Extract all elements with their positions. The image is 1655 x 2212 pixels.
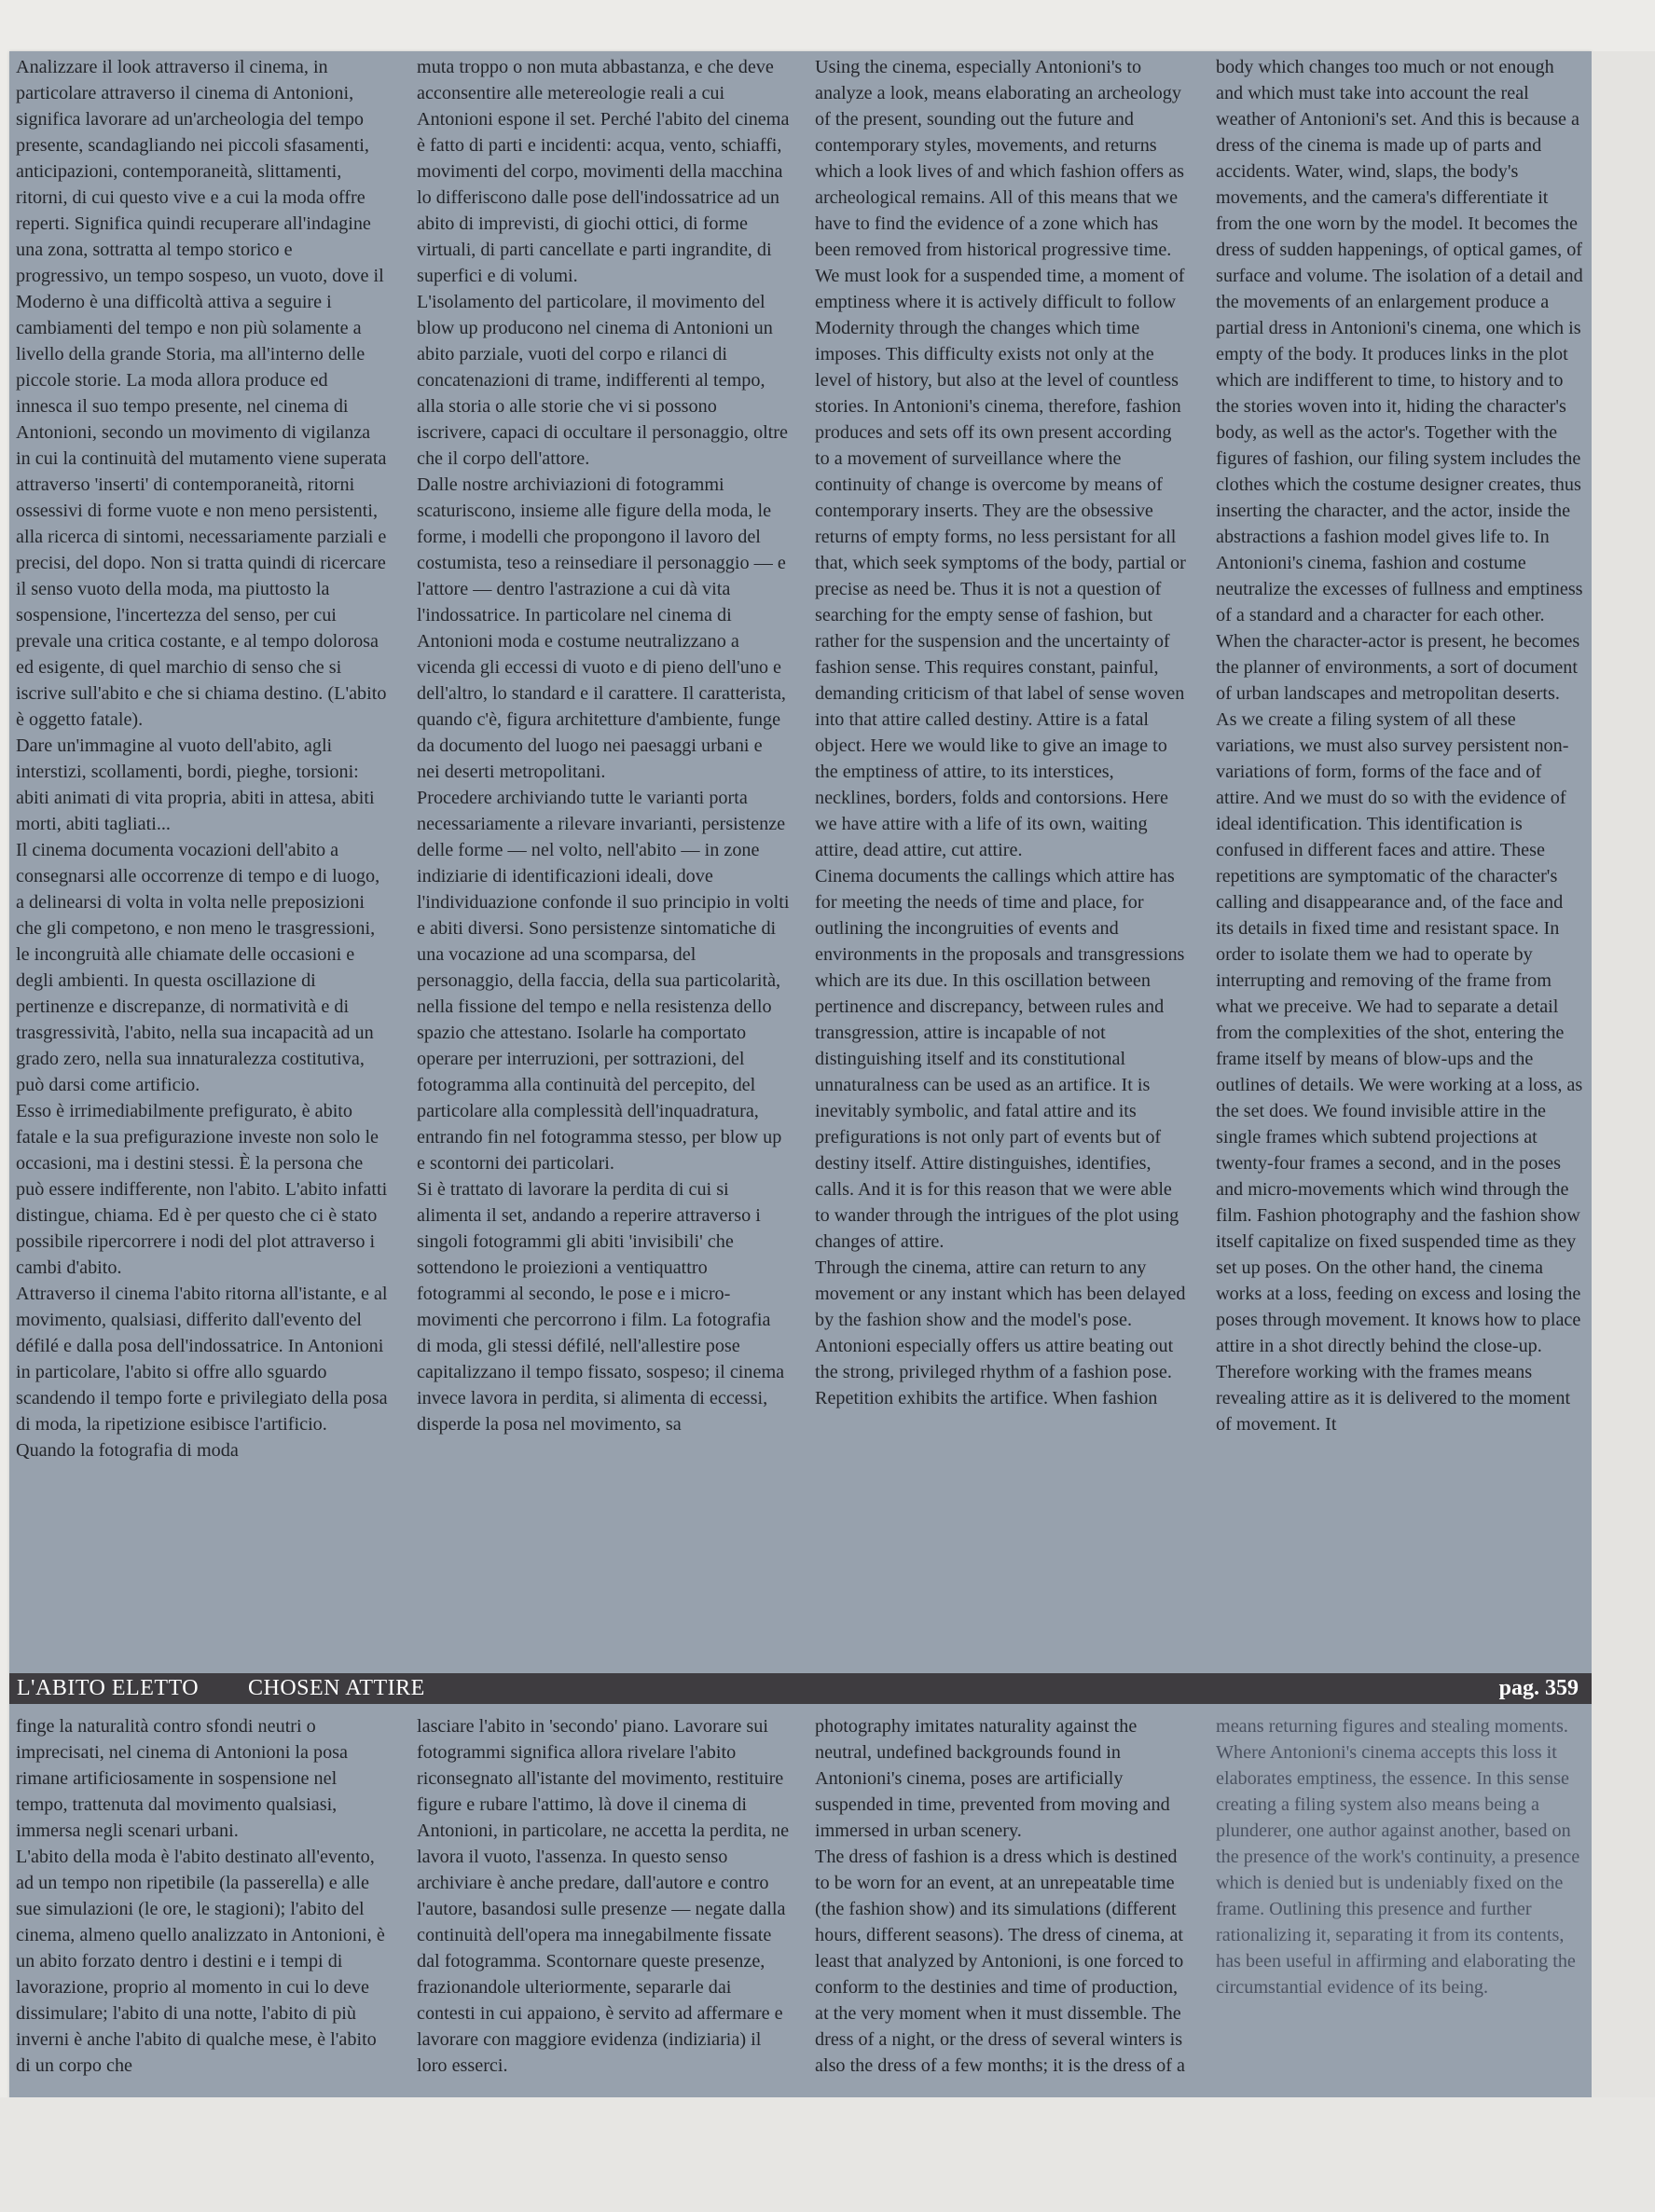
paragraph: As we create a filing system of all these variations, we must also survey persistent non-variations of form, forms of the face and of attire. And we must do so with the evidence of ideal identification. This identification is confused in different faces and attire. These repetitions are symptomatic of the character's calling and disappearance and, of the face and its details in fixed time and resistant space. In order to isolate them we had to operate by interrupting and removing of the frame from what we preceive. We had to separate a detail from the complexities of the shot, entering the frame itself by means of blow-ups and the outlines of details. We were working at a loss, as the set does. We found invisible attire in the single frames which subtend projections at twenty-four frames a second, and in the poses and micro-movements which wind through the film. Fashion photography and the fashion show itself capitalize on fixed suspended time as they set up poses. On the other hand, the cinema works at a loss, feeding on excess and losing the poses through movement. It knows how to place attire in a shot directly behind the close-up. Therefore working with the frames means revealing attire as it is delivered to the moment of movement. It [1216,709,1583,1435]
section-title-italian: L'ABITO ELETTO [17,1676,200,1700]
column-italian-1-bottom [16,1713,389,2135]
section-header-band [9,1673,1592,1704]
paragraph: Through the cinema, attire can return to any movement or any instant which has been delayed by the fashion show and the model's pose. Antonioni especially offers us attire beating out the strong, privileged rhythm of a fashion pose. Repetition exhibits the artifice. When fashion [815,1257,1186,1408]
page-number: pag. 359 [1498,1676,1579,1700]
paragraph: Il cinema documenta vocazioni dell'abito a consegnarsi alle occorrenze di tempo e di luogo, a delinearsi di volta in volta nelle preposizioni che gli competono, e non meno le trasgressioni, le incongruità alle chiamate delle occasioni e degli ambienti. In questa oscillazione di pertinenze e discrepanze, di normatività e di trasgressività, l'abito, nella sua incapacità ad un grado zero, nella sua innaturalezza costitutiva, può darsi come artificio. [16,840,380,1095]
paragraph: finge la naturalità contro sfondi neutri o imprecisati, nel cinema di Antonioni la posa rimane artificiosamente in sospensione nel tempo, trattenuta dal movimento qualsiasi, immersa negli scenari urbani. [16,1716,349,1841]
paragraph: means returning figures and stealing moments. Where Antonioni's cinema accepts this loss it elaborates emptiness, the essence. In this sense creating a filing system also means being a plunderer, one author against another, based on the presence of the work's continuity, a presence which is denied but is undeniably fixed on the frame. Outlining this presence and further rationalizing it, separating it from its contents, has been useful in affirming and elaborating the circumstantial evidence of its being. [1216,1716,1580,1998]
paragraph: Si è trattato di lavorare la perdita di cui si alimenta il set, andando a reperire attraverso i singoli fotogrammi gli abiti 'invisibili' che sottendono le proiezioni a ventiquattro fotogrammi al secondo, le pose e i micro-movimenti che percorrono i film. La fotografia di moda, gli stessi défilé, nell'allestire pose capitalizzano il tempo fissato, sospeso; il cinema invece lavora in perdita, si alimenta di eccessi, disperde la posa nel movimento, sa [417,1179,785,1435]
column-italian-2-bottom [417,1713,790,2135]
column-english-2-top [1216,54,1585,1650]
paragraph: Dare un'immagine al vuoto dell'abito, agli interstizi, scollamenti, bordi, pieghe, torsioni: abiti animati di vita propria, abiti in attesa, abiti morti, abiti tagliati... [16,735,375,834]
paragraph: Using the cinema, especially Antonioni's to analyze a look, means elaborating an archeology of the present, sounding out the future and contemporary styles, movements, and returns which a look lives of and which fashion offers as archeological remains. All of this means that we have to find the evidence of a zone which has been removed from historical progressive time. We must look for a suspended time, a moment of emptiness where it is actively difficult to follow Modernity through the changes which time imposes. This difficulty exists not only at the level of history, but also at the level of countless stories. In Antonioni's cinema, therefore, fashion produces and sets off its own present according to a movement of surveillance where the continuity of change is overcome by means of contemporary inserts. They are the obsessive returns of empty forms, no less persistant for all that, which seek symptoms of the body, partial or precise as need be. Thus it is not a question of searching for the empty sense of fashion, but rather for the suspension and the uncertainty of fashion sense. This requires constant, painful, demanding criticism of that label of sense woven into that attire called destiny. Attire is a fatal object. Here we would like to give an image to the emptiness of attire, to its interstices, necklines, borders, folds and contorsions. Here we have attire with a life of its own, waiting attire, dead attire, cut attire. [815,57,1186,860]
paragraph: Cinema documents the callings which attire has for meeting the needs of time and place, for outlining the incongruities of events and environments in the proposals and transgressions which are its due. In this oscillation between pertinence and discrepancy, between rules and transgression, attire is incapable of not distinguishing itself and its constitutional unnaturalness can be used as an artifice. It is inevitably symbolic, and fatal attire and its prefigurations is not only part of events but of destiny itself. Attire distinguishes, identifies, calls. And it is for this reason that we were able to wander through the intrigues of the plot using changes of attire. [815,866,1185,1252]
paragraph: Analizzare il look attraverso il cinema, in particolare attraverso il cinema di Antonioni, significa lavorare ad un'archeologia del tempo presente, scandagliando nei piccoli sfasamenti, anticipazioni, contemporaneità, slittamenti, ritorni, di cui questo vive e a cui la moda offre reperti. Significa quindi recuperare all'indagine una zona, sottratta al tempo storico e progressivo, un tempo sospeso, un vuoto, dove il Moderno è una difficoltà attiva a seguire i cambiamenti del tempo e non più solamente a livello della grande Storia, ma all'interno delle piccole storie. La moda allora produce ed innesca il suo tempo presente, nel cinema di Antonioni, secondo un movimento di vigilanza in cui la continuità del mutamento viene superata attraverso 'inserti' di contemporaneità, ritorni ossessivi di forme vuote e non meno persistenti, alla ricerca di sintomi, necessariamente parziali e precisi, del dopo. Non si tratta quindi di ricercare il senso vuoto della moda, ma piuttosto la sospensione, l'incertezza del senso, per cui prevale una critica costante, e al tempo dolorosa ed esigente, di quel marchio di senso che si iscrive sull'abito e che si chiama destino. (L'abito è oggetto fatale). [16,57,387,730]
paragraph: body which changes too much or not enough and which must take into account the real weather of Antonioni's set. And this is because a dress of the cinema is made up of parts and accidents. Water, wind, slaps, the body's movements, and the camera's differentiate it from the one worn by the model. It becomes the dress of sudden happenings, of optical games, of surface and volume. The isolation of a detail and the movements of an enlargement produce a partial dress in Antonioni's cinema, one which is empty of the body. It produces links in the plot which are indifferent to time, to history and to the stories woven into it, hiding the character's body, as well as the actor's. Together with the figures of fashion, our filing system includes the clothes which the costume designer creates, thus inserting the character, and the actor, inside the abstractions a fashion model gives life to. In Antonioni's cinema, fashion and costume neutralize the excesses of fullness and emptiness of a standard and a character for each other. When the character-actor is present, he becomes the planner of environments, a sort of document of urban landscapes and metropolitan deserts. [1216,57,1583,704]
column-english-1-bottom [815,1713,1188,2135]
paragraph: Esso è irrimediabilmente prefigurato, è abito fatale e la sua prefigurazione investe non solo le occasioni, ma i destini stessi. È la persona che può essere indifferente, non l'abito. L'abito infatti distingue, chiama. Ed è per questo che ci è stato possibile ripercorrere i nodi del plot attraverso i cambi d'abito. [16,1101,388,1278]
page-margin-right [1592,51,1655,2149]
paragraph: L'abito della moda è l'abito destinato all'evento, ad un tempo non ripetibile (la passerella) e alle sue simulazioni (le ore, le stagioni); l'abito del cinema, almeno quello analizzato in Antonioni, è un abito forzato dentro i destini e i tempi di lavorazione, proprio al momento in cui lo deve dissimulare; l'abito di una notte, l'abito di più inverni è anche l'abito di qualche mese, è l'abito di un corpo che [16,1847,385,2076]
column-italian-1-top [16,54,389,1650]
column-english-2-bottom [1216,1713,1585,2135]
paragraph: L'isolamento del particolare, il movimento del blow up producono nel cinema di Antonioni un abito parziale, vuoti del corpo e rilanci di concatenazioni di trame, indifferenti al tempo, alla storia o alle storie che vi si possono iscrivere, capaci di occultare il personaggio, oltre che il corpo dell'attore. [417,292,788,469]
paragraph: photography imitates naturality against the neutral, undefined backgrounds found in Antonioni's cinema, poses are artificially suspended in time, prevented from moving and immersed in urban scenery. [815,1716,1170,1841]
paragraph: lasciare l'abito in 'secondo' piano. Lavorare sui fotogrammi significa allora rivelare l'abito riconsegnato all'istante del movimento, restituire figure e rubare l'attimo, là dove il cinema di Antonioni, in particolare, ne accetta la perdita, ne lavora il vuoto, l'assenza. In questo senso archiviare è anche predare, dall'autore e contro l'autore, basandosi sulle presenze — negate dalla continuità dell'opera ma innegabilmente fissate dal fotogramma. Scontornare queste presenze, frazionandole ulteriormente, separarle dai contesti in cui appaiono, è servito ad affermare e lavorare con maggiore evidenza (indiziaria) il loro esserci. [417,1716,790,2076]
column-english-1-top [815,54,1188,1650]
paragraph: muta troppo o non muta abbastanza, e che deve acconsentire alle metereologie reali a cui Antonioni espone il set. Perché l'abito del cinema è fatto di parti e incidenti: acqua, vento, schiaffi, movimenti del corpo, movimenti della macchina lo differiscono dalle pose dell'indossatrice ad un abito di imprevisti, di giochi ottici, di forme virtuali, di parti cancellate e parti ingrandite, di superfici e di volumi. [417,57,790,286]
paragraph: The dress of fashion is a dress which is destined to be worn for an event, at an unrepeatable time (the fashion show) and its simulations (different hours, different seasons). The dress of cinema, at least that analyzed by Antonioni, is one forced to conform to the destinies and time of production, at the very moment when it must dissemble. The dress of a night, or the dress of several winters is also the dress of a few months; it is the dress of a [815,1847,1185,2076]
paragraph: Procedere archiviando tutte le varianti porta necessariamente a rilevare invarianti, persistenze delle forme — nel volto, nell'abito — in zone indiziarie di identificazioni ideali, dove l'individuazione confonde il suo principio in volti e abiti diversi. Sono persistenze sintomatiche di una vocazione ad una scomparsa, del personaggio, della faccia, della sua particolarità, nella fissione del tempo e nella resistenza dello spazio che attestano. Isolarle ha comportato operare per interruzioni, per sottrazioni, del fotogramma alla continuità del percepito, del particolare alla complessità dell'inquadratura, entrando fin nel fotogramma stesso, per blow up e scontorni dei particolari. [417,788,790,1174]
paragraph: Attraverso il cinema l'abito ritorna all'istante, e al movimento, qualsiasi, differito dall'evento del défilé e dalla posa dell'indossatrice. In Antonioni in particolare, l'abito si offre allo sguardo scandendo il tempo forte e privilegiato della posa di moda, la ripetizione esibisce l'artificio. Quando la fotografia di moda [16,1284,388,1461]
column-italian-2-top [417,54,790,1650]
section-title-english: CHOSEN ATTIRE [248,1676,425,1700]
paragraph: Dalle nostre archiviazioni di fotogrammi scaturiscono, insieme alle figure della moda, le forme, i modelli che propongono il lavoro del costumista, teso a reinsediare il personaggio — e l'attore — dentro l'astrazione a cui dà vita l'indossatrice. In particolare nel cinema di Antonioni moda e costume neutralizzano a vicenda gli eccessi di vuoto e di pieno dell'uno e dell'altro, lo standard e il carattere. Il caratterista, quando c'è, figura architetture d'ambiente, funge da documento del luogo nei paesaggi urbani e nei deserti metropolitani. [417,474,786,782]
